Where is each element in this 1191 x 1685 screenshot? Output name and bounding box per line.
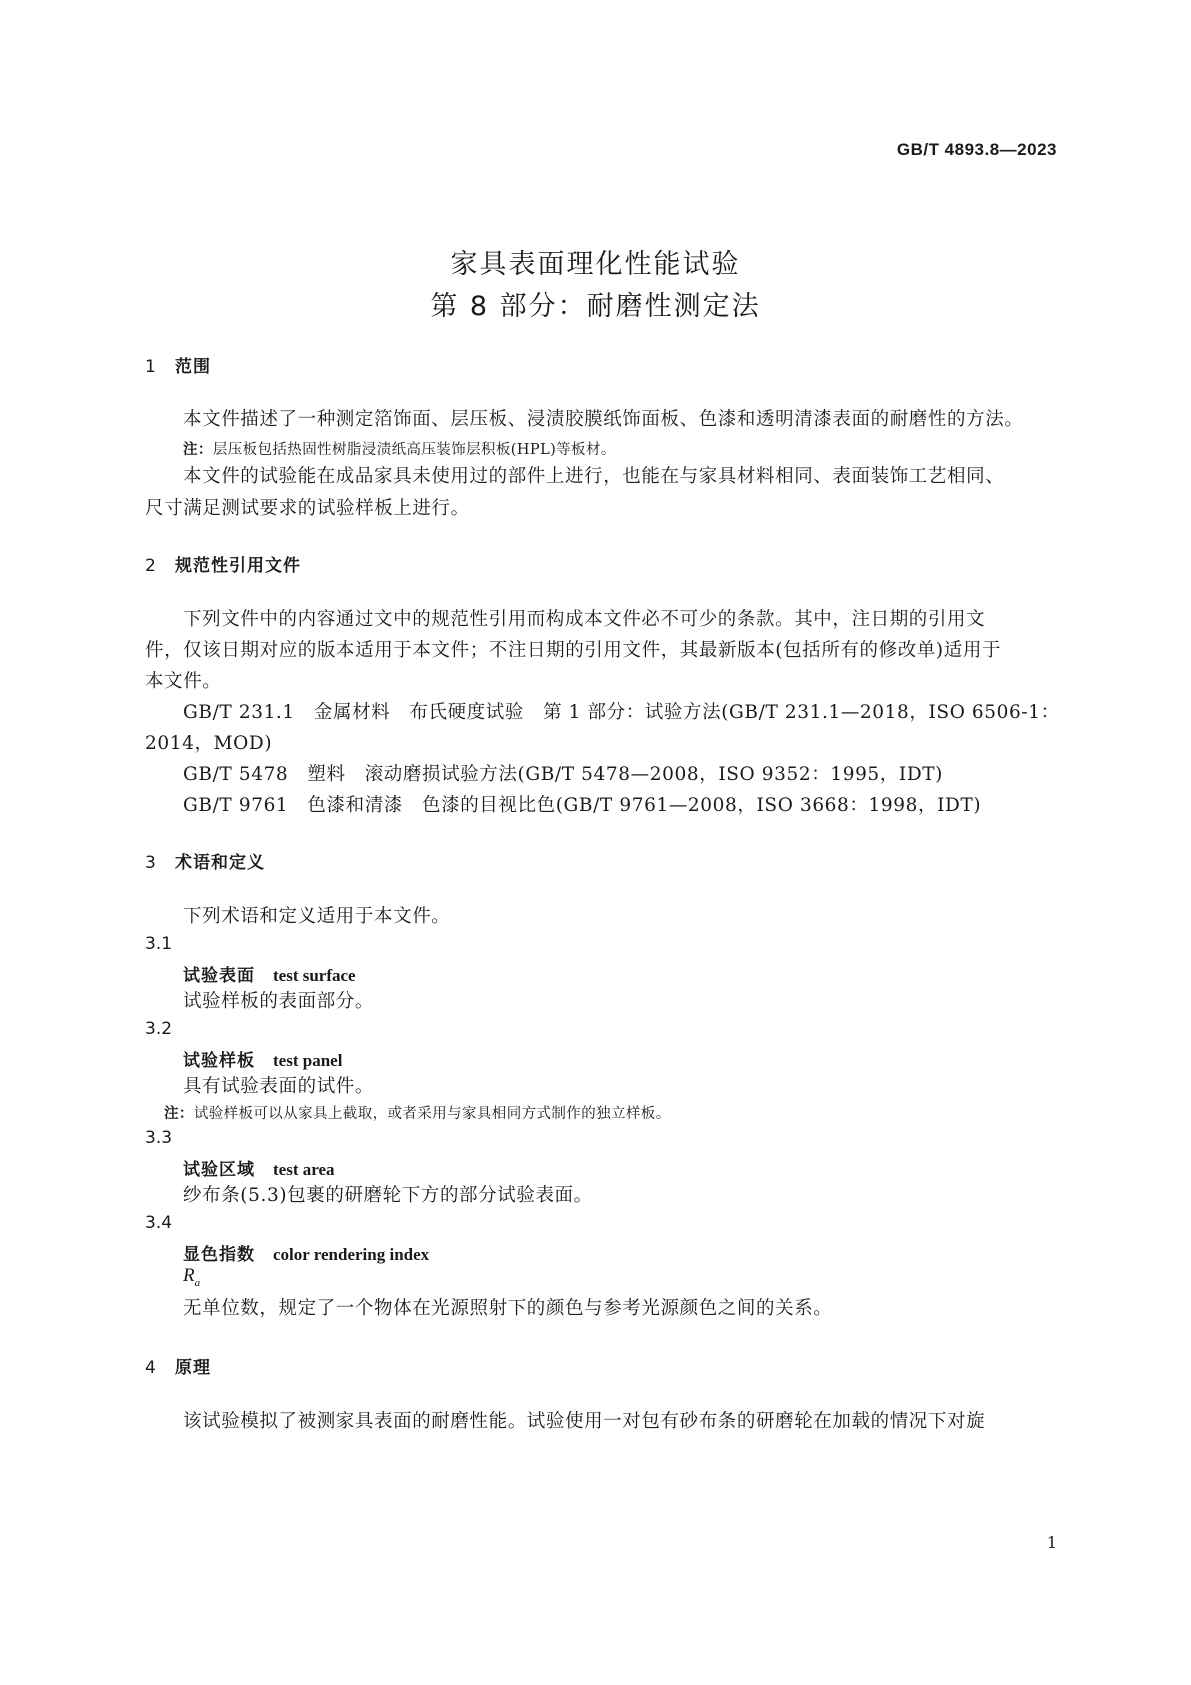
section-2-heading (145, 551, 301, 576)
document-subtitle: 第 8 部分：耐磨性测定法 (430, 291, 761, 322)
term-definition: 无单位数，规定了一个物体在光源照射下的颜色与参考光源颜色之间的关系。 (183, 1298, 833, 1319)
paragraph: 该试验模拟了被测家具表面的耐磨性能。试验使用一对包有砂布条的研磨轮在加载的情况下对旋 (183, 1411, 986, 1432)
reference-item: GB/T 9761 色漆和清漆 色漆的目视比色(GB/T 9761—2008，ISO 3668：1998，IDT) (183, 795, 982, 816)
note-text: 试验样板可以从家具上截取，或者采用与家具相同方式制作的独立样板。 (193, 1106, 671, 1122)
section-4-heading (145, 1353, 211, 1378)
section-number: 1 (145, 357, 157, 377)
note (183, 438, 616, 459)
term-definition: 具有试验表面的试件。 (183, 1076, 375, 1097)
note (164, 1102, 671, 1123)
section-number: 4 (145, 1358, 157, 1378)
term-en: test area (273, 1160, 335, 1179)
term-heading (183, 1155, 335, 1180)
document-title: 家具表面理化性能试验 (450, 249, 741, 280)
section-title: 范围 (175, 357, 211, 377)
term-definition: 试验样板的表面部分。 (183, 991, 375, 1012)
term-number: 3.4 (145, 1213, 173, 1233)
paragraph: 本文件的试验能在成品家具未使用过的部件上进行，也能在与家具材料相同、表面装饰工艺相同、 (183, 466, 1005, 487)
reference-item-cont: 2014，MOD) (145, 733, 273, 754)
note-label: 注： (183, 442, 213, 458)
section-3-heading (145, 848, 265, 873)
page-number: 1 (1046, 1533, 1057, 1552)
term-heading (183, 1240, 429, 1265)
term-zh: 试验区域 (183, 1160, 255, 1180)
term-zh: 试验表面 (183, 966, 255, 986)
term-number: 3.1 (145, 934, 173, 954)
term-heading (183, 1046, 342, 1071)
paragraph: 下列术语和定义适用于本文件。 (183, 906, 451, 927)
reference-item: GB/T 5478 塑料 滚动磨损试验方法(GB/T 5478—2008，ISO 9352：1995，IDT) (183, 764, 944, 785)
paragraph: 下列文件中的内容通过文中的规范性引用而构成本文件必不可少的条款。其中，注日期的引用文 (183, 609, 986, 630)
section-title: 规范性引用文件 (175, 556, 301, 576)
symbol-main: R (183, 1265, 195, 1286)
term-en: test surface (273, 966, 356, 985)
term-heading (183, 961, 356, 986)
term-definition: 纱布条(5.3)包裹的研磨轮下方的部分试验表面。 (183, 1185, 593, 1206)
note-label: 注： (164, 1106, 194, 1122)
section-number: 3 (145, 853, 157, 873)
paragraph-cont: 本文件。 (145, 671, 222, 692)
reference-item: GB/T 231.1 金属材料 布氏硬度试验 第 1 部分：试验方法(GB/T 231.1—2018，ISO 6506-1： (183, 702, 1060, 723)
section-number: 2 (145, 556, 157, 576)
term-en: color rendering index (273, 1245, 430, 1264)
term-symbol (183, 1265, 200, 1289)
paragraph: 本文件描述了一种测定箔饰面、层压板、浸渍胶膜纸饰面板、色漆和透明清漆表面的耐磨性的方法。 (183, 409, 1024, 430)
paragraph-cont: 尺寸满足测试要求的试验样板上进行。 (145, 498, 470, 519)
term-number: 3.3 (145, 1128, 173, 1148)
term-zh: 试验样板 (183, 1051, 255, 1071)
section-title: 术语和定义 (175, 853, 265, 873)
term-number: 3.2 (145, 1019, 173, 1039)
paragraph-cont: 件，仅该日期对应的版本适用于本文件；不注日期的引用文件，其最新版本(包括所有的修改单)适用于 (145, 640, 1002, 661)
term-zh: 显色指数 (183, 1245, 255, 1265)
section-title: 原理 (175, 1358, 211, 1378)
section-1-heading (145, 352, 211, 377)
standard-number: GB/T 4893.8—2023 (896, 140, 1057, 159)
symbol-subscript: a (194, 1276, 201, 1289)
term-en: test panel (273, 1051, 343, 1070)
note-text: 层压板包括热固性树脂浸渍纸高压装饰层积板(HPL)等板材。 (212, 442, 616, 458)
